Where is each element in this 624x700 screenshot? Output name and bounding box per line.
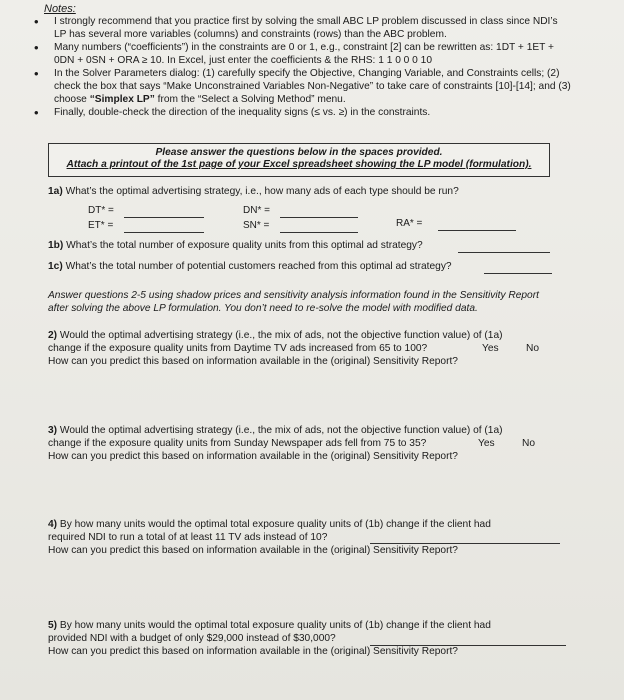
sn-label: SN* = [243,220,270,231]
note-bullet-2: • Many numbers (“coefficients”) in the constraints are 0 or 1, e.g., constraint [2] can be rewritten as: 1DT + 1ET + 0DN + 0SN + ORA ≥ 10. In Excel, just enter the coefficients & the RHS: 1 1 0 0 0 10 [32,42,572,67]
answer-1c-blank[interactable] [484,272,552,274]
sn-answer-blank[interactable] [280,231,358,233]
question-4-line-3: How can you predict this based on information available in the (original) Sensitivity Report? [48,544,458,556]
question-3-yes-option[interactable]: Yes [478,438,495,449]
ra-label: RA* = [396,218,423,229]
question-5-line-1: By how many units would the optimal total exposure quality units of (1b) change if the client had [59,620,491,631]
notes-list [32,16,572,121]
question-5 [48,620,568,658]
question-2-yes-option[interactable]: Yes [482,343,499,354]
note-bullet-3-tail: from the “Select a Solving Method” menu. [157,93,346,105]
question-5-line-2: provided NDI with a budget of only $29,000 instead of $30,000? [48,632,336,644]
question-5-line-3: How can you predict this based on information available in the (original) Sensitivity Report? [48,645,458,657]
question-2-line-1: Would the optimal advertising strategy (i.e., the mix of ads, not the objective function value) of (1a) [59,330,503,341]
question-3-line-3: How can you predict this based on information available in the (original) Sensitivity Report? [48,450,458,462]
answer-4-blank[interactable] [370,542,560,544]
instructions-line-1: Please answer the questions below in the spaces provided. [155,147,443,158]
question-1a-text: What’s the optimal advertising strategy, i.e., how many ads of each type should be run? [65,186,459,197]
question-3-line-1: Would the optimal advertising strategy (i.e., the mix of ads, not the objective function value) of (1a) [59,425,503,436]
notes-heading: Notes: [44,3,76,15]
et-label: ET* = [88,220,114,231]
et-answer-blank[interactable] [124,231,204,233]
question-1a-number: 1a) [48,186,63,197]
note-bullet-4: • Finally, double-check the direction of the inequality signs (≤ vs. ≥) in the constraints. [32,107,572,120]
dt-label: DT* = [88,205,114,216]
question-3-line-2: change if the exposure quality units from Sunday Newspaper ads fell from 75 to 35? [48,437,427,449]
instructions-box [48,143,550,177]
question-2-number: 2) [48,330,58,341]
ra-answer-blank[interactable] [438,229,516,231]
sensitivity-instructions: Answer questions 2-5 using shadow prices and sensitivity analysis information found in the Sensitivity Report after solving the above LP formulation. You don’t need to re-solve the model with modified data. [48,290,539,314]
question-2-line-2: change if the exposure quality units from Daytime TV ads increased from 65 to 100? [48,342,428,354]
answer-5-blank[interactable] [370,644,566,646]
dt-answer-blank[interactable] [124,216,204,218]
question-5-number: 5) [48,620,58,631]
question-4-number: 4) [48,519,58,530]
question-4-line-2: required NDI to run a total of at least 11 TV ads instead of 10? [48,531,328,543]
question-3-number: 3) [48,425,58,436]
question-1c [48,261,488,274]
question-1c-text: What’s the total number of potential customers reached from this optimal ad strategy? [65,261,452,272]
question-1b [48,240,468,253]
question-2-line-3: How can you predict this based on information available in the (original) Sensitivity Report? [48,355,458,367]
question-1b-text: What’s the total number of exposure quality units from this optimal ad strategy? [66,240,423,251]
question-2-no-option[interactable]: No [526,343,540,354]
dn-label: DN* = [243,205,270,216]
question-1c-number: 1c) [48,261,63,272]
question-4 [48,519,568,557]
instructions-line-2: Attach a printout of the 1st page of your Excel spreadsheet showing the LP model (formulation). [66,159,532,170]
question-4-line-1: By how many units would the optimal total exposure quality units of (1b) change if the client had [59,519,491,530]
note-bullet-3-text: In the Solver Parameters dialog: (1) carefully specify the Objective, Changing Variable, and Constraints cells; (2) check the box that says “Make Unconstrained Variables Non-Negative” to take care of constraints [10]-[14]; and (3) choose [54,68,571,105]
question-1a [48,186,568,199]
question-3-no-option[interactable]: No [522,438,536,449]
simplex-lp-emphasis: “Simplex LP” [89,93,155,105]
question-1b-number: 1b) [48,240,64,251]
note-bullet-3 [32,68,572,106]
note-bullet-1: • I strongly recommend that you practice first by solving the small ABC LP problem discussed in class since NDI’s LP has several more variables (columns) and constraints (rows) than the ABC problem. [32,16,572,41]
answer-1b-blank[interactable] [458,251,550,253]
dn-answer-blank[interactable] [280,216,358,218]
